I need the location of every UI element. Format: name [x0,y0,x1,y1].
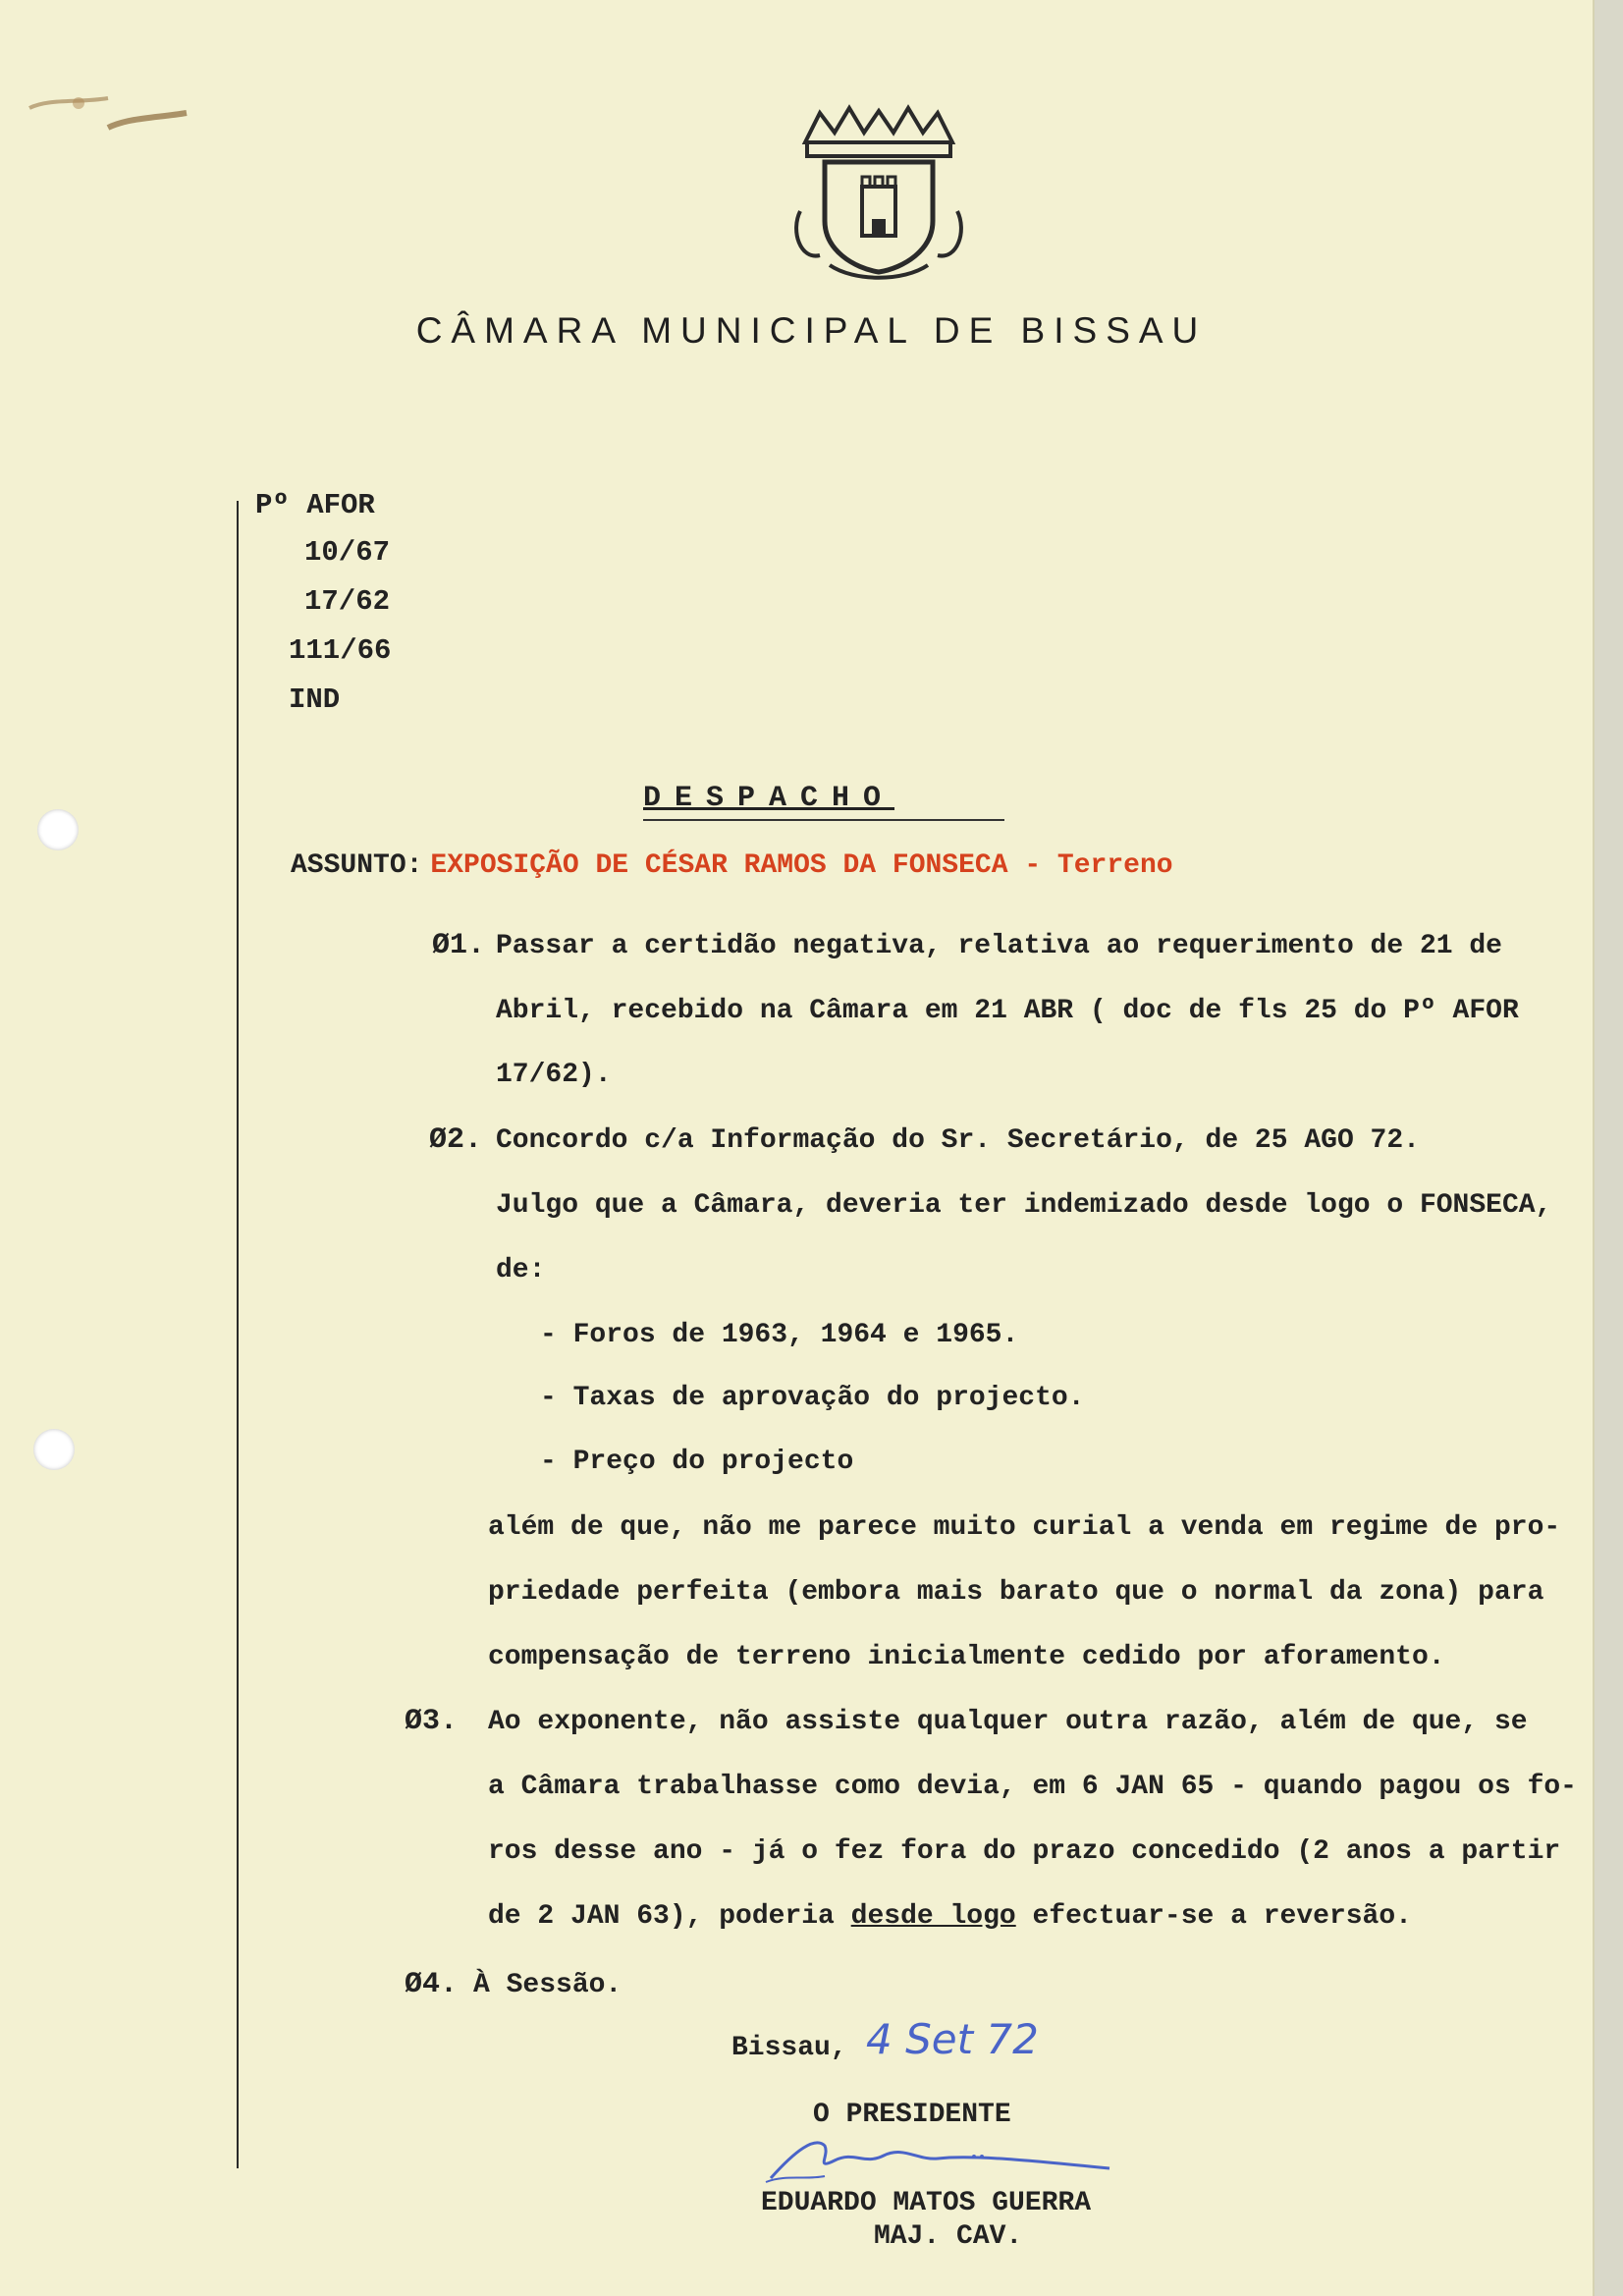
paragraph-line: Abril, recebido na Câmara em 21 ABR ( doc de fls 25 do Pº AFOR [496,996,1519,1026]
paragraph-line: Julgo que a Câmara, deveria ter indemizado desde logo o FONSECA, [496,1190,1552,1221]
paragraph-line [488,1901,1412,1932]
paragraph-line: além de que, não me parece muito curial a venda em regime de pro- [488,1512,1561,1543]
handwritten-date: 4 Set 72 [866,2015,1039,2063]
list-item: - Foros de 1963, 1964 e 1965. [540,1320,1019,1350]
paragraph-line: a Câmara trabalhasse como devia, em 6 JAN 65 - quando pagou os fo- [488,1772,1577,1802]
underlined-phrase: desde logo [850,1901,1016,1932]
margin-line [237,501,239,2168]
paragraph-line: Ao exponente, não assiste qualquer outra razão, além de que, se [488,1707,1528,1737]
signatory-name: EDUARDO MATOS GUERRA [761,2188,1092,2218]
paragraph-line: 17/62). [496,1060,612,1090]
list-item: - Taxas de aprovação do projecto. [540,1383,1085,1413]
item-number: Ø2. [429,1123,483,1157]
organization-name: CÂMARA MUNICIPAL DE BISSAU [415,310,1208,351]
signatory-title: O PRESIDENTE [813,2100,1011,2130]
subject-label: ASSUNTO: [291,850,423,881]
paragraph-line: de: [496,1255,546,1285]
reference-process: Pº AFOR [255,489,375,521]
heading-double-underline [643,819,1004,821]
line-segment: de 2 JAN 63), poderia [488,1901,851,1932]
punch-hole-bottom [33,1429,75,1470]
reference-number: 10/67 [304,536,391,569]
paragraph-line: Concordo c/a Informação do Sr. Secretário, de 25 AGO 72. [496,1125,1420,1156]
item-number: Ø1. [432,929,486,962]
subject-line [291,850,1173,881]
paragraph-line: priedade perfeita (embora mais barato que o normal da zona) para [488,1577,1544,1608]
municipal-coat-of-arms [785,103,972,285]
reference-code: IND [289,683,341,716]
reference-number: 111/66 [289,634,392,667]
paragraph-line: ros desse ano - já o fez fora do prazo concedido (2 anos a partir [488,1836,1561,1867]
line-segment: efectuar-se a reversão. [1015,1901,1412,1932]
item-number: Ø4. [405,1968,459,2001]
place-label: Bissau, [731,2033,847,2063]
item-number: Ø3. [405,1705,459,1738]
document-heading: DESPACHO [643,782,895,815]
paragraph-line: Passar a certidão negativa, relativa ao requerimento de 21 de [496,931,1502,961]
signatory-rank: MAJ. CAV. [874,2221,1023,2252]
reference-number: 17/62 [304,585,391,618]
paragraph-line: compensação de terreno inicialmente cedido por aforamento. [488,1642,1445,1672]
handwritten-signature [756,2131,1119,2190]
punch-hole-top [37,809,79,850]
list-item: - Preço do projecto [540,1447,854,1477]
paper-stain [20,59,196,177]
paragraph-line: À Sessão. [473,1970,622,2000]
subject-text: EXPOSIÇÃO DE CÉSAR RAMOS DA FONSECA - Terreno [430,850,1173,881]
